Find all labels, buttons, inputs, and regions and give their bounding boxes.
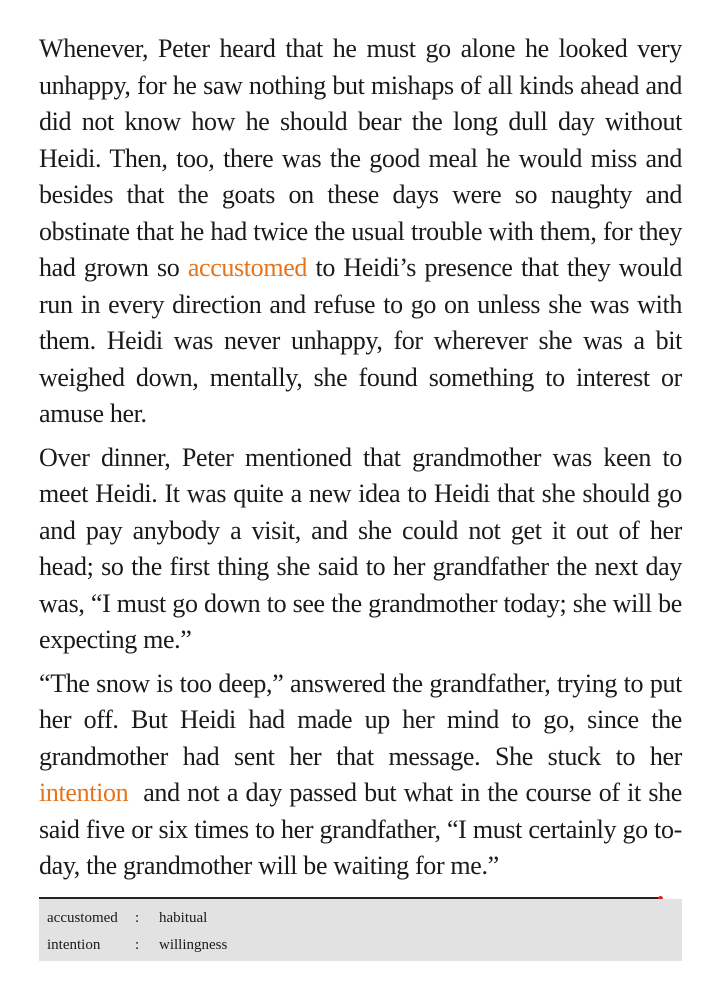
glossary-term: accustomed — [47, 910, 118, 926]
glossary-meaning: willingness — [159, 937, 228, 953]
text-segment: “The snow is too deep,” answered the grandfather, trying to put her off. But Heidi had made up her mind to go, since the grandmother had sent her that message. She stuck to her — [39, 668, 682, 771]
glossary-meaning: habitual — [159, 910, 208, 926]
text-segment: Whenever, Peter heard that he must go alone he looked very unhappy, for he saw nothing but mishaps of all kinds ahead and did not know how he should bear the long dull day without Heidi. Then, too, there was the good meal he would miss and besides that the goats on these days were so naughty and obstinate that he had twice the usual trouble with them, for they had grown so — [39, 34, 682, 282]
paragraph-2 — [39, 440, 682, 659]
text-segment: Over dinner, Peter mentioned that grandmother was keen to meet Heidi. It was quite a new idea to Heidi that she should go and pay anybody a visit, and she could not get it out of her head; so the first thing she said to her grandfather the next day was, “I must go down to see the grandmother today; she will be expecting me.” — [39, 442, 682, 654]
text-segment: to Heidi’s presence that they would run in every direction and refuse to go on unless she was with them. Heidi was never unhappy, for wherever she was a bit weighed down, mentally, she found something to interest or amuse her. — [39, 253, 682, 428]
glossary-separator: : — [135, 910, 140, 926]
paragraph-1 — [39, 31, 682, 433]
story-text — [39, 31, 689, 892]
glossary-separator: : — [135, 937, 140, 953]
glossary-row — [47, 935, 227, 955]
glossary-box — [39, 899, 682, 961]
glossary-term: intention — [47, 937, 101, 953]
glossary-row — [47, 908, 207, 928]
paragraph-3 — [39, 666, 689, 885]
highlighted-word-intention: intention — [39, 778, 129, 807]
text-segment: and not a day passed but what in the course of it she said five or six times to her grandfather, “I must certainly go to-day, the grandmother will be waiting for me.” — [39, 778, 689, 880]
highlighted-word-accustomed: accustomed — [187, 253, 308, 282]
